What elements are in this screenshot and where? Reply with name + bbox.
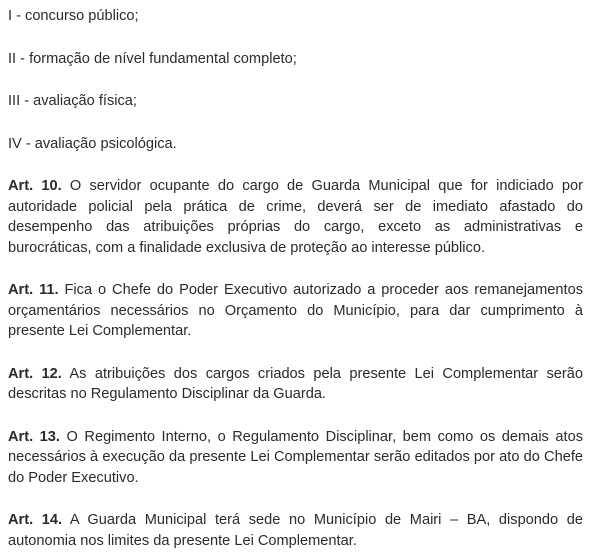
- article-14-label: Art. 14.: [8, 512, 63, 528]
- article-11-label: Art. 11.: [8, 282, 59, 298]
- article-11-text: Fica o Chefe do Poder Executivo autorizado a proceder aos remanejamentos orçamentários necessários no Orçamento do Município, para dar cumprimento à presente Lei Complementar.: [8, 282, 584, 339]
- list-item-iii: III - avaliação física;: [8, 93, 137, 109]
- article-13: [8, 427, 583, 489]
- article-12: [8, 364, 583, 405]
- list-item-iv: IV - avaliação psicológica.: [8, 135, 177, 152]
- article-10: [8, 176, 583, 258]
- list-item-ii: II - formação de nível fundamental completo;: [8, 50, 297, 67]
- article-12-text: As atribuições dos cargos criados pela presente Lei Complementar serão descritas no Regulamento Disciplinar da Guarda.: [8, 365, 584, 402]
- article-14: [8, 510, 583, 551]
- article-14-text: A Guarda Municipal terá sede no Município de Mairi – BA, dispondo de autonomia nos limites da presente Lei Complementar.: [8, 512, 584, 549]
- article-13-label: Art. 13.: [8, 428, 60, 445]
- list-item-i: I - concurso público;: [8, 8, 139, 24]
- article-10-label: Art. 10.: [8, 178, 62, 194]
- document-page: [8, 6, 583, 551]
- article-12-label: Art. 12.: [8, 365, 62, 382]
- article-10-text: O servidor ocupante do cargo de Guarda Municipal que for indiciado por autoridade policial pela prática de crime, deverá ser de imediato afastado do desempenho das atribuições próprias do cargo, exceto as administrativas e burocráticas, com a finalidade exclusiva de proteção ao interesse público.: [8, 178, 584, 256]
- article-11: [8, 280, 583, 342]
- article-13-text: O Regimento Interno, o Regulamento Disciplinar, bem como os demais atos necessários à execução da presente Lei Complementar serão editados por ato do Chefe do Poder Executivo.: [8, 428, 583, 486]
